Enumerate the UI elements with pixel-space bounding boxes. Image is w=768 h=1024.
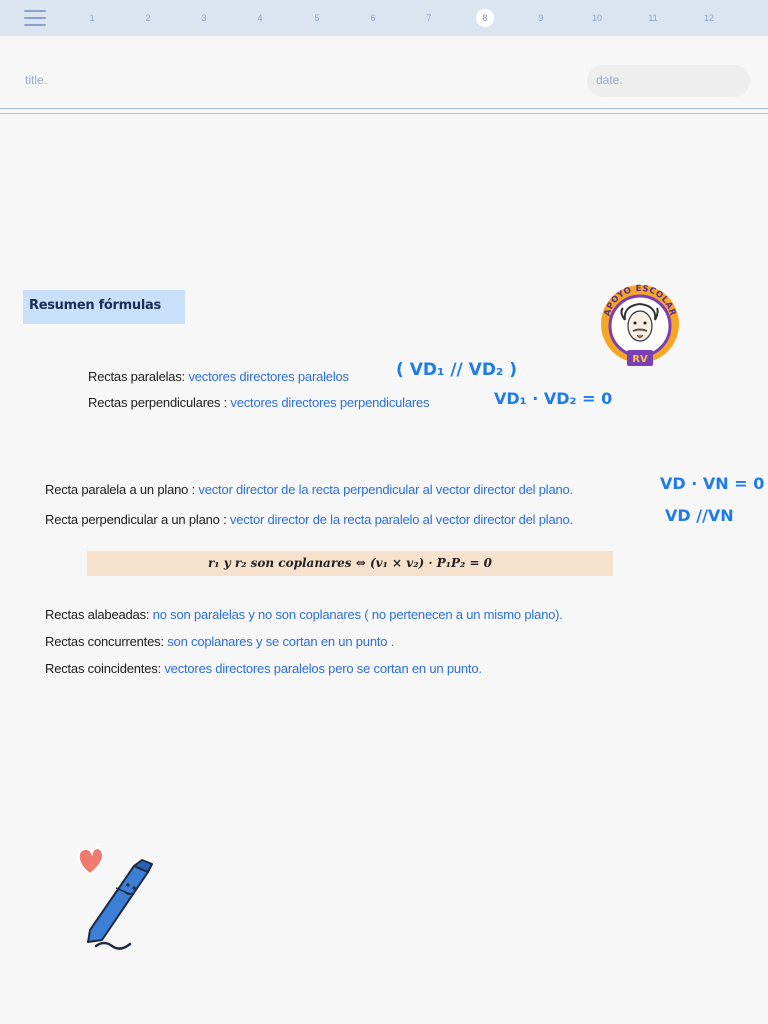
handwritten-paralelas: ( VD₁ // VD₂ ) xyxy=(396,360,518,380)
page-tab-4[interactable]: 4 xyxy=(257,13,263,23)
date-field[interactable]: date. xyxy=(587,65,750,97)
line-rectas-paralelas xyxy=(88,369,349,384)
header-rule-top xyxy=(0,108,768,109)
line-rectas-alabeadas xyxy=(45,607,563,622)
pen-sticker xyxy=(72,842,162,954)
line-rectas-concurrentes xyxy=(45,634,394,649)
label-rectas-paralelas: Rectas paralelas: xyxy=(88,369,186,384)
line-recta-perpendicular-plano xyxy=(45,512,573,527)
pen-icon xyxy=(88,860,152,949)
page-tab-10[interactable]: 10 xyxy=(591,13,602,23)
page-tab-6[interactable]: 6 xyxy=(370,13,376,23)
label-rectas-coincidentes: Rectas coincidentes: xyxy=(45,661,161,676)
header-rule-bottom xyxy=(0,113,768,114)
line-rectas-perpendiculares xyxy=(88,395,429,410)
page-toolbar xyxy=(0,0,768,36)
page-tab-7[interactable]: 7 xyxy=(426,13,432,23)
logo-text-bottom: RV xyxy=(632,354,648,365)
page-tab-11[interactable]: 11 xyxy=(648,13,658,23)
text-rectas-alabeadas: no son paralelas y no son coplanares ( no pertenecen a un mismo plano). xyxy=(149,607,563,622)
handwritten-perpendiculares: VD₁ · VD₂ = 0 xyxy=(494,389,613,408)
handwritten-perpendicular-plano: VD //VN xyxy=(665,506,734,525)
menu-icon[interactable] xyxy=(24,10,46,26)
page-tab-1[interactable]: 1 xyxy=(89,13,95,23)
section-heading: Resumen fórmulas xyxy=(23,290,185,324)
text-rectas-paralelas: vectores directores paralelos xyxy=(185,369,349,384)
line-rectas-coincidentes xyxy=(45,661,482,676)
handwritten-paralela-plano: VD · VN = 0 xyxy=(660,474,765,493)
page-tab-3[interactable]: 3 xyxy=(201,13,207,23)
apoyo-escolar-logo xyxy=(597,282,683,372)
text-recta-paralela-plano: vector director de la recta perpendicular al vector director del plano. xyxy=(194,482,573,497)
text-rectas-coincidentes: vectores directores paralelos pero se cortan en un punto. xyxy=(160,661,482,676)
line-recta-paralela-plano xyxy=(45,482,573,497)
label-recta-perpendicular-plano: Recta perpendicular a un plano : xyxy=(45,512,227,527)
page-tab-5[interactable]: 5 xyxy=(314,13,320,23)
coplanar-formula: r₁ y r₂ son coplanares ⇔ (v₁ × v₂) · P₁P₂ = 0 xyxy=(87,551,613,576)
label-rectas-perpendiculares: Rectas perpendiculares : xyxy=(88,395,227,410)
title-field[interactable]: title. xyxy=(25,73,48,87)
page-tab-8-active[interactable]: 8 xyxy=(476,9,494,27)
logo-text-top: APOYO ESCOLAR xyxy=(602,283,678,318)
text-rectas-perpendiculares: vectores directores perpendiculares xyxy=(227,395,430,410)
text-rectas-concurrentes: son coplanares y se cortan en un punto . xyxy=(163,634,395,649)
text-recta-perpendicular-plano: vector director de la recta paralelo al vector director del plano. xyxy=(226,512,573,527)
label-rectas-concurrentes: Rectas concurrentes: xyxy=(45,634,164,649)
page-tab-12[interactable]: 12 xyxy=(703,13,714,23)
label-recta-paralela-plano: Recta paralela a un plano : xyxy=(45,482,195,497)
heart-icon xyxy=(79,848,103,874)
label-rectas-alabeadas: Rectas alabeadas: xyxy=(45,607,150,622)
page-tab-9[interactable]: 9 xyxy=(538,13,544,23)
page-tab-2[interactable]: 2 xyxy=(145,13,151,23)
